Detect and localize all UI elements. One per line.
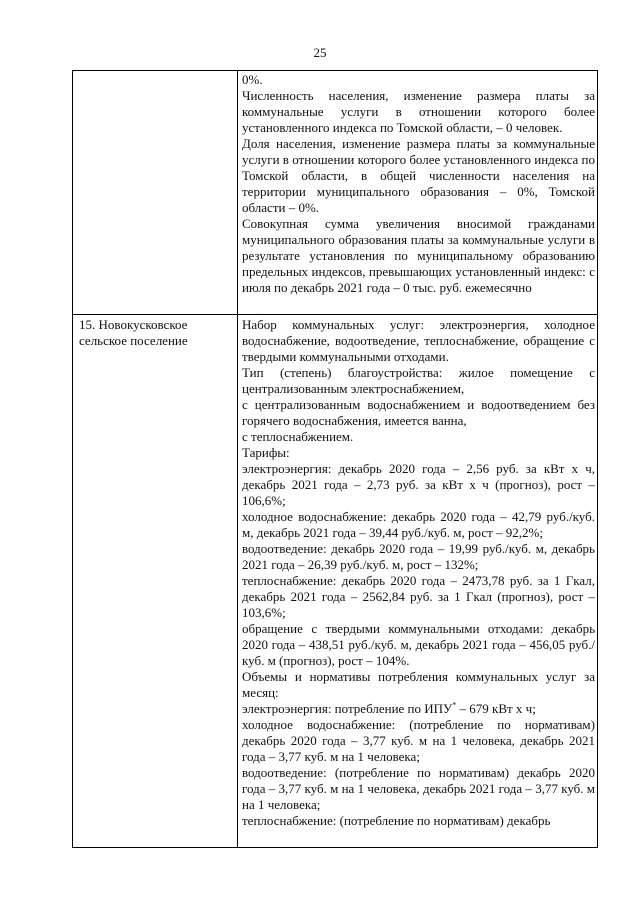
settlement-details-cell: [242, 317, 595, 829]
column-divider: [237, 71, 238, 847]
paragraph: водоотведение: (потребление по нормативам) декабрь 2020 года – 3,77 куб. м на 1 человека, декабрь 2021 года – 3,77 куб. м на 1 человека;: [242, 765, 595, 812]
paragraph: водоотведение: декабрь 2020 года – 19,99 руб./куб. м, декабрь 2021 года – 26,39 руб./куб. м, рост – 132%;: [242, 541, 595, 572]
paragraph: Совокупная сумма увеличения вносимой гражданами муниципального образования платы за коммунальные услуги в результате установления по муниципальному образованию предельных индексов, превышающих установленный индекс: с июля по декабрь 2021 года – 0 тыс. руб. ежемесячно: [242, 216, 595, 295]
ipu-paragraph: [242, 701, 595, 717]
paragraph: 0%.: [242, 72, 263, 87]
ipu-text: электроэнергия: потребление по ИПУ: [242, 701, 453, 716]
paragraph: теплоснабжение: декабрь 2020 года – 2473,78 руб. за 1 Гкал, декабрь 2021 года – 2562,84 руб. за 1 Гкал (прогноз), рост – 103,6%;: [242, 573, 595, 620]
page-number: 25: [313, 45, 327, 60]
paragraph: электроэнергия: декабрь 2020 года – 2,56 руб. за кВт х ч, декабрь 2021 года – 2,73 руб. за кВт х ч (прогноз), рост – 106,6%;: [242, 461, 595, 508]
paragraph: с теплоснабжением.: [242, 429, 354, 444]
paragraph: теплоснабжение: (потребление по нормативам) декабрь: [242, 813, 551, 828]
paragraph: холодное водоснабжение: декабрь 2020 года – 42,79 руб./куб. м, декабрь 2021 года – 39,44 руб./куб. м, рост – 92,2%;: [242, 509, 595, 540]
paragraph: Объемы и нормативы потребления коммунальных услуг за месяц:: [242, 669, 595, 700]
paragraph: с централизованным водоснабжением и водоотведением без горячего водоснабжения, имеется ванна,: [242, 397, 595, 428]
paragraph: Доля населения, изменение размера платы за коммунальные услуги в отношении которого более установленного индекса по Томской области, в общей численности населения на территории муниципального образования – 0%, Томской области – 0%.: [242, 136, 595, 215]
settlement-name-cell: 15. Новокусковское сельское поселение: [79, 317, 188, 348]
footnote-mark: *: [452, 700, 457, 710]
paragraph: Набор коммунальных услуг: электроэнергия, холодное водоснабжение, водоотведение, теплоснабжение, обращение с твердыми коммунальными отходами.: [242, 317, 595, 364]
paragraph: Тарифы:: [242, 445, 290, 460]
row-divider: [73, 314, 597, 315]
paragraph: обращение с твердыми коммунальными отходами: декабрь 2020 года – 438,51 руб./куб. м, декабрь 2021 года – 456,05 руб./куб. м (прогноз), рост – 104%.: [242, 621, 595, 668]
document-table: [72, 70, 598, 848]
paragraph: холодное водоснабжение: (потребление по нормативам) декабрь 2020 года – 3,77 куб. м на 1 человека, декабрь 2021 года – 3,77 куб. м на 1 человека;: [242, 717, 595, 764]
ipu-value: – 679 кВт х ч;: [456, 701, 536, 716]
paragraph: Численность населения, изменение размера платы за коммунальные услуги в отношении которого более установленного индекса по Томской области, – 0 человек.: [242, 88, 595, 135]
paragraph: Тип (степень) благоустройства: жилое помещение с централизованным электроснабжением,: [242, 365, 595, 396]
top-row-text-cell: [242, 72, 595, 296]
